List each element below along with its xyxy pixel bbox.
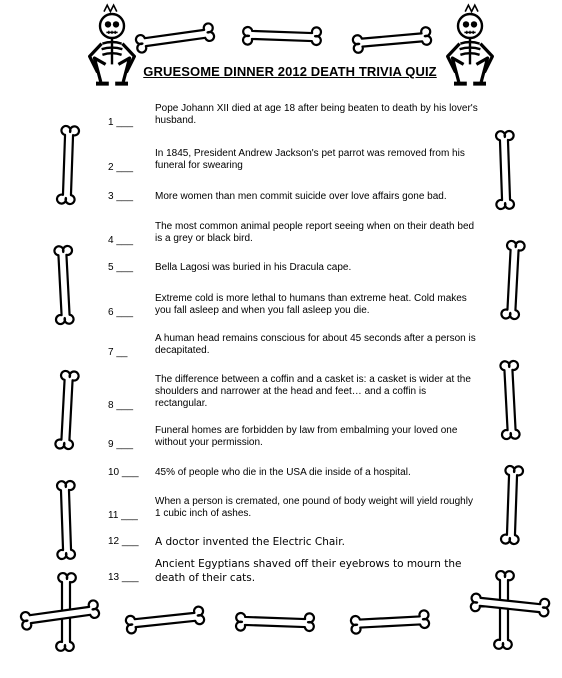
answer-blank[interactable]: 1 ___ xyxy=(108,117,134,128)
answer-blank[interactable]: 2 ___ xyxy=(108,162,134,173)
page-title: GRUESOME DINNER 2012 DEATH TRIVIA QUIZ xyxy=(143,64,437,79)
answer-blank[interactable]: 10 ___ xyxy=(108,467,139,478)
question-item xyxy=(108,221,488,247)
answer-blank[interactable]: 11 ___ xyxy=(108,510,138,521)
question-text: Ancient Egyptians shaved off their eyebrows to mourn the death of their cats. xyxy=(155,558,462,584)
answer-blank[interactable]: 3 ___ xyxy=(108,191,134,202)
answer-blank[interactable]: 12 ___ xyxy=(108,536,139,547)
question-item xyxy=(108,103,488,129)
question-text: The difference between a coffin and a casket is: a casket is wider at the shoulders and narrower at the head and feet… and a coffin is rectangular. xyxy=(155,374,471,409)
question-text: Extreme cold is more lethal to humans than extreme heat. Cold makes you fall asleep and when you fall asleep you die. xyxy=(155,293,467,316)
answer-blank[interactable]: 5 ___ xyxy=(108,262,134,273)
question-item xyxy=(108,262,488,274)
question-item xyxy=(108,293,488,319)
question-text: Bella Lagosi was buried in his Dracula cape. xyxy=(155,262,352,273)
question-item xyxy=(108,535,488,549)
question-text: The most common animal people report seeing when on their death bed is a grey or black bird. xyxy=(155,221,475,244)
question-text: Funeral homes are forbidden by law from embalming your loved one without your permission. xyxy=(155,425,458,448)
question-item xyxy=(108,191,488,203)
answer-blank[interactable]: 7 __ xyxy=(108,347,128,358)
question-text: Pope Johann XII died at age 18 after being beaten to death by his lover's husband. xyxy=(155,103,478,126)
question-text: When a person is cremated, one pound of body weight will yield roughly 1 cubic inch of ashes. xyxy=(155,496,473,519)
question-text: In 1845, President Andrew Jackson's pet parrot was removed from his funeral for swearing xyxy=(155,148,465,171)
answer-blank[interactable]: 9 ___ xyxy=(108,439,134,450)
skeleton-top-right-icon xyxy=(448,5,493,83)
question-text: More women than men commit suicide over love affairs gone bad. xyxy=(155,191,447,202)
answer-blank[interactable]: 6 ___ xyxy=(108,307,134,318)
answer-blank[interactable]: 8 ___ xyxy=(108,400,134,411)
question-text: A doctor invented the Electric Chair. xyxy=(155,536,345,548)
question-item xyxy=(108,374,488,412)
question-text: A human head remains conscious for about 45 seconds after a person is decapitated. xyxy=(155,333,476,356)
question-item xyxy=(108,148,488,174)
question-text: 45% of people who die in the USA die inside of a hospital. xyxy=(155,467,411,478)
question-item xyxy=(108,496,488,522)
skeleton-top-left-icon xyxy=(90,5,135,83)
question-item xyxy=(108,425,488,451)
answer-blank[interactable]: 4 ___ xyxy=(108,235,134,246)
question-item xyxy=(108,333,488,359)
question-item xyxy=(108,557,488,585)
question-item xyxy=(108,467,488,479)
answer-blank[interactable]: 13 ___ xyxy=(108,572,139,583)
